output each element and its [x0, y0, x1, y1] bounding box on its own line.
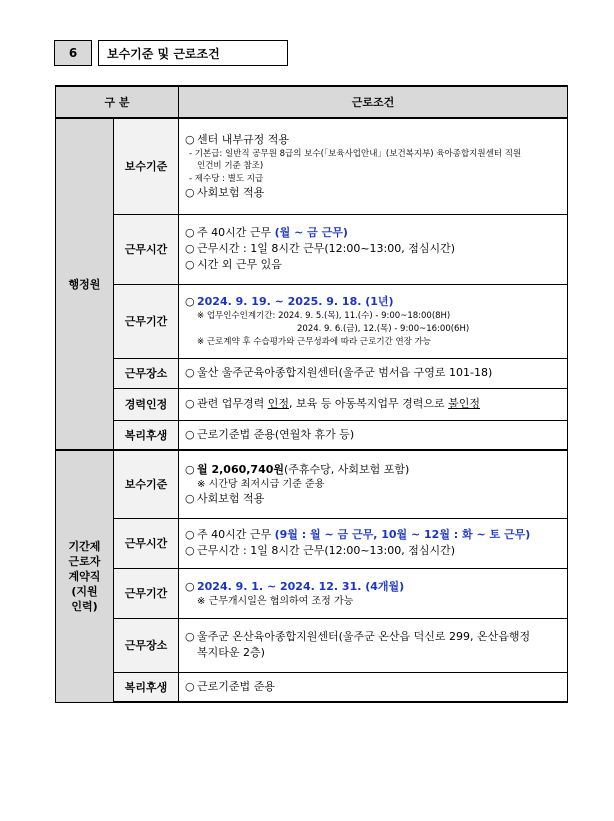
period-content: ○ 2024. 9. 1. ~ 2024. 12. 31. (4개월) ※ 근무개시일은 협의하여 조정 가능 — [179, 568, 568, 618]
table-row — [56, 358, 568, 388]
table-row — [56, 214, 568, 284]
table-row — [56, 284, 568, 358]
circle-bullet-icon: ○ — [185, 185, 195, 199]
row-label-hours: 근무시간 — [114, 214, 179, 284]
row-label-pay: 보수기준 — [114, 118, 179, 214]
row-label-period: 근무기간 — [114, 568, 179, 618]
row-label-place: 근무장소 — [114, 618, 179, 672]
circle-bullet-icon: ○ — [185, 294, 195, 308]
career-content: ○ 관련 업무경력 인정, 보육 등 아동복지업무 경력으로 불인정 — [179, 388, 568, 420]
welfare-content: ○ 근로기준법 준용(연월차 휴가 등) — [179, 420, 568, 450]
table-row — [56, 618, 568, 672]
table-row — [56, 118, 568, 214]
circle-bullet-icon: ○ — [185, 528, 195, 541]
circle-bullet-icon: ○ — [185, 579, 195, 593]
circle-bullet-icon: ○ — [185, 679, 195, 693]
header-category: 구 분 — [56, 86, 179, 118]
circle-bullet-icon: ○ — [185, 132, 195, 146]
row-label-pay: 보수기준 — [114, 450, 179, 518]
hours-content: ○ 주 40시간 근무 (월 ~ 금 근무) ○ 근무시간 : 1일 8시간 근무(12:00~13:00, 점심시간) ○ 시간 외 근무 있음 — [179, 214, 568, 284]
circle-bullet-icon: ○ — [185, 242, 195, 255]
circle-bullet-icon: ○ — [185, 258, 195, 271]
circle-bullet-icon: ○ — [185, 462, 195, 476]
table-row — [56, 518, 568, 568]
conditions-table — [55, 85, 568, 703]
welfare-content: ○ 근로기준법 준용 — [179, 672, 568, 702]
row-label-place: 근무장소 — [114, 358, 179, 388]
row-label-period: 근무기간 — [114, 284, 179, 358]
circle-bullet-icon: ○ — [185, 427, 195, 441]
table-row — [56, 450, 568, 518]
row-label-career: 경력인정 — [114, 388, 179, 420]
table-row — [56, 672, 568, 702]
section-header — [54, 40, 288, 66]
pay-content: ○ 월 2,060,740원(주휴수당, 사회보험 포함) ※ 시간당 최저시급 기준 준용 ○ 사회보험 적용 — [179, 450, 568, 518]
circle-bullet-icon: ○ — [185, 226, 195, 239]
circle-bullet-icon: ○ — [185, 366, 195, 379]
group-contract-worker: 기간제 근로자 계약직 (지원 인력) — [56, 450, 114, 702]
table-row — [56, 388, 568, 420]
row-label-welfare: 복리후생 — [114, 672, 179, 702]
hours-content: ○ 주 40시간 근무 (9월 : 월 ~ 금 근무, 10월 ~ 12월 : 화 ~ 토 근무) ○ 근무시간 : 1일 8시간 근무(12:00~13:00, 점심시간) — [179, 518, 568, 568]
circle-bullet-icon: ○ — [185, 544, 195, 557]
circle-bullet-icon: ○ — [185, 630, 195, 643]
pay-content: ○ 센터 내부규정 적용 - 기본급: 일반직 공무원 8급의 보수(「보육사업안내」(보건복지부) 육아종합지원센터 직원 인건비 기준 참조) - 제수당 : 별도 지급 ○ 사회보험 적용 — [179, 118, 568, 214]
section-title: 보수기준 및 근로조건 — [98, 40, 288, 66]
row-label-welfare: 복리후생 — [114, 420, 179, 450]
table-header-row — [56, 86, 568, 118]
group-admin-staff: 행정원 — [56, 118, 114, 450]
header-conditions: 근로조건 — [179, 86, 568, 118]
place-content: ○ 울주군 온산육아종합지원센터(울주군 온산읍 덕신로 299, 온산읍행정 복지타운 2층) — [179, 618, 568, 672]
place-content: ○ 울산 울주군육아종합지원센터(울주군 범서읍 구영로 101-18) — [179, 358, 568, 388]
table-row — [56, 568, 568, 618]
table-row — [56, 420, 568, 450]
period-content: ○ 2024. 9. 19. ~ 2025. 9. 18. (1년) ※ 업무인수인계기간: 2024. 9. 5.(목), 11.(수) - 9:00~18:00(8H) 2024. 9. 6.(금), 12.(목) - 9:00~16:00(6H) ※ 근로계약 후 수습평가와 근무성과에 따라 근로기간 연장 가능 — [179, 284, 568, 358]
circle-bullet-icon: ○ — [185, 397, 195, 410]
section-number: 6 — [54, 40, 92, 66]
row-label-hours: 근무시간 — [114, 518, 179, 568]
circle-bullet-icon: ○ — [185, 491, 195, 505]
